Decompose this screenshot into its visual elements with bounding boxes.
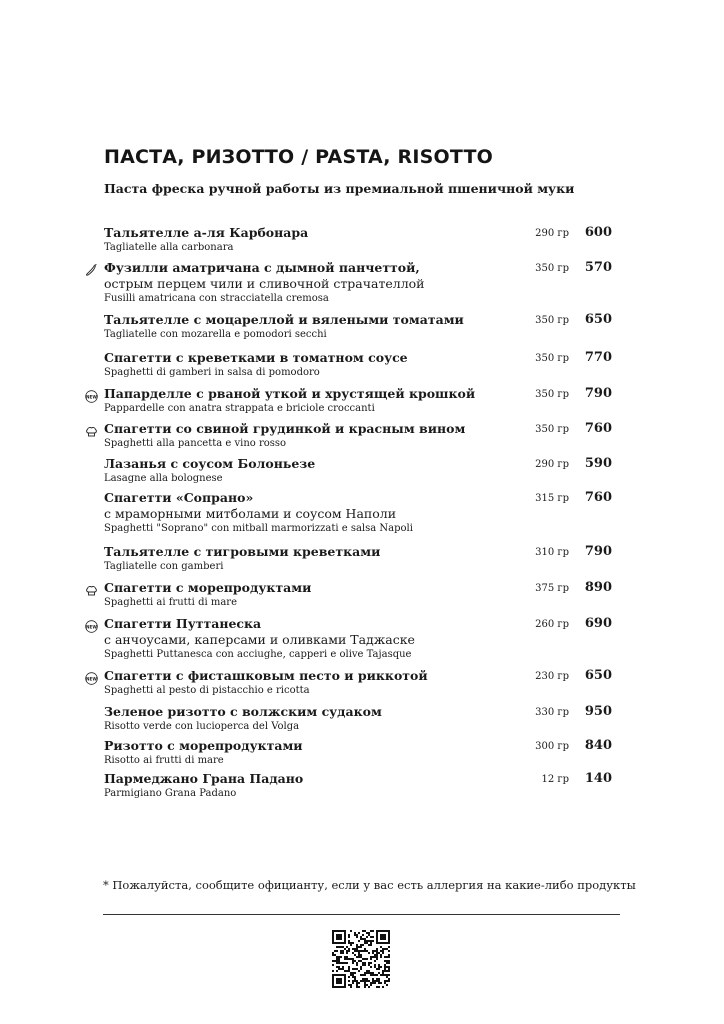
- dish-name: Спагетти с креветками в томатном соусе: [104, 350, 408, 365]
- dish-weight: 350 гр: [535, 389, 569, 400]
- dish-price: 950: [584, 704, 612, 719]
- dish-translation: Spaghetti Puttanesca con acciughe, capperi e olive Tajasque: [104, 649, 412, 660]
- dish-description: острым перцем чили и сливочной страчателлой: [104, 276, 425, 291]
- dish-price: 790: [584, 386, 612, 401]
- dish-name: Фузилли аматричана с дымной панчеттой,: [104, 260, 420, 275]
- menu-item: [104, 544, 612, 573]
- dish-price: 650: [584, 668, 612, 683]
- menu-item: [104, 456, 612, 485]
- dish-price: 140: [584, 771, 612, 786]
- dish-weight: 375 гр: [535, 583, 569, 594]
- dish-weight: 260 гр: [535, 619, 569, 630]
- dish-translation: Spaghetti alla pancetta e vino rosso: [104, 438, 287, 449]
- dish-weight: 330 гр: [535, 707, 569, 718]
- menu-item: [104, 771, 612, 800]
- dish-weight: 350 гр: [535, 315, 569, 326]
- new-badge-icon: [85, 618, 98, 631]
- dish-name: Пармеджано Грана Падано: [104, 771, 304, 786]
- new-badge-icon: [85, 670, 98, 683]
- dish-weight: 230 гр: [535, 671, 569, 682]
- chef-hat-icon: [85, 423, 98, 436]
- dish-translation: Spaghetti al pesto di pistacchio e ricotta: [104, 685, 310, 696]
- menu-item: [104, 738, 612, 767]
- menu-item: [86, 386, 612, 415]
- dish-price: 760: [584, 421, 612, 436]
- menu-item: [104, 580, 612, 609]
- dish-name: Тальятелле с тигровыми креветками: [104, 544, 381, 559]
- menu-item: [86, 616, 612, 661]
- dish-weight: 350 гр: [535, 353, 569, 364]
- dish-price: 600: [584, 225, 612, 240]
- dish-translation: Tagliatelle con gamberi: [104, 561, 224, 572]
- allergy-footnote: * Пожалуйста, сообщите официанту, если у вас есть аллергия на какие-либо продукты: [103, 878, 636, 892]
- dish-name: Папарделле с рваной уткой и хрустящей крошкой: [104, 386, 476, 401]
- dish-price: 770: [584, 350, 612, 365]
- svg-text:NEW: NEW: [86, 624, 97, 630]
- qr-code[interactable]: [332, 930, 390, 988]
- svg-text:NEW: NEW: [86, 394, 97, 400]
- dish-name: Спагетти с фисташковым песто и риккотой: [104, 668, 428, 683]
- dish-name: Ризотто с морепродуктами: [104, 738, 303, 753]
- dish-description: с мраморными митболами и соусом Наполи: [104, 506, 397, 521]
- svg-text:NEW: NEW: [86, 676, 97, 682]
- dish-translation: Risotto verde con lucioperca del Volga: [104, 721, 300, 732]
- page-title: ПАСТА, РИЗОТТО / PASTA, RISOTTO: [104, 146, 493, 168]
- menu-item: [104, 312, 612, 341]
- menu-item: [104, 490, 612, 535]
- menu-item: [104, 421, 612, 450]
- dish-translation: Parmigiano Grana Padano: [104, 788, 237, 799]
- divider-line: [103, 914, 620, 915]
- dish-price: 650: [584, 312, 612, 327]
- dish-name: Тальятелле с моцареллой и вялеными томатами: [104, 312, 464, 327]
- chili-pepper-icon: [85, 262, 98, 275]
- dish-name: Тальятелле а-ля Карбонара: [104, 225, 309, 240]
- dish-translation: Risotto ai frutti di mare: [104, 755, 224, 766]
- dish-name: Спагетти «Сопрано»: [104, 490, 254, 505]
- dish-weight: 290 гр: [535, 459, 569, 470]
- dish-name: Спагетти Путтанеска: [104, 616, 262, 631]
- dish-price: 570: [584, 260, 612, 275]
- dish-translation: Lasagne alla bolognese: [104, 473, 223, 484]
- dish-weight: 12 гр: [541, 774, 569, 785]
- menu-item: [104, 704, 612, 733]
- dish-translation: Pappardelle con anatra strappata e briciole croccanti: [104, 403, 375, 414]
- dish-translation: Tagliatelle con mozarella e pomodori secchi: [104, 329, 327, 340]
- dish-weight: 310 гр: [535, 547, 569, 558]
- dish-translation: Spaghetti di gamberi in salsa di pomodoro: [104, 367, 320, 378]
- dish-translation: Tagliatelle alla carbonara: [104, 242, 234, 253]
- menu-item: [104, 350, 612, 379]
- dish-description: с анчоусами, каперсами и оливками Таджаске: [104, 632, 415, 647]
- dish-name: Спагетти с морепродуктами: [104, 580, 312, 595]
- dish-price: 840: [584, 738, 612, 753]
- dish-price: 690: [584, 616, 612, 631]
- dish-name: Зеленое ризотто с волжским судаком: [104, 704, 382, 719]
- chef-hat-icon: [85, 582, 98, 595]
- dish-price: 790: [584, 544, 612, 559]
- dish-name: Спагетти со свиной грудинкой и красным вином: [104, 421, 466, 436]
- menu-item: [104, 225, 612, 254]
- dish-translation: Spaghetti ai frutti di mare: [104, 597, 237, 608]
- dish-translation: Spaghetti "Soprano" con mitball marmorizzati e salsa Napoli: [104, 523, 413, 534]
- dish-weight: 300 гр: [535, 741, 569, 752]
- new-badge-icon: [85, 388, 98, 401]
- dish-weight: 315 гр: [535, 493, 569, 504]
- menu-item: [104, 260, 612, 305]
- dish-name: Лазанья с соусом Болоньезе: [104, 456, 316, 471]
- menu-item: [86, 668, 612, 697]
- dish-weight: 350 гр: [535, 424, 569, 435]
- dish-weight: 290 гр: [535, 228, 569, 239]
- dish-weight: 350 гр: [535, 263, 569, 274]
- dish-translation: Fusilli amatricana con stracciatella cremosa: [104, 293, 329, 304]
- dish-price: 890: [584, 580, 612, 595]
- dish-price: 760: [584, 490, 612, 505]
- page-subtitle: Паста фреска ручной работы из премиальной пшеничной муки: [104, 181, 575, 196]
- dish-price: 590: [584, 456, 612, 471]
